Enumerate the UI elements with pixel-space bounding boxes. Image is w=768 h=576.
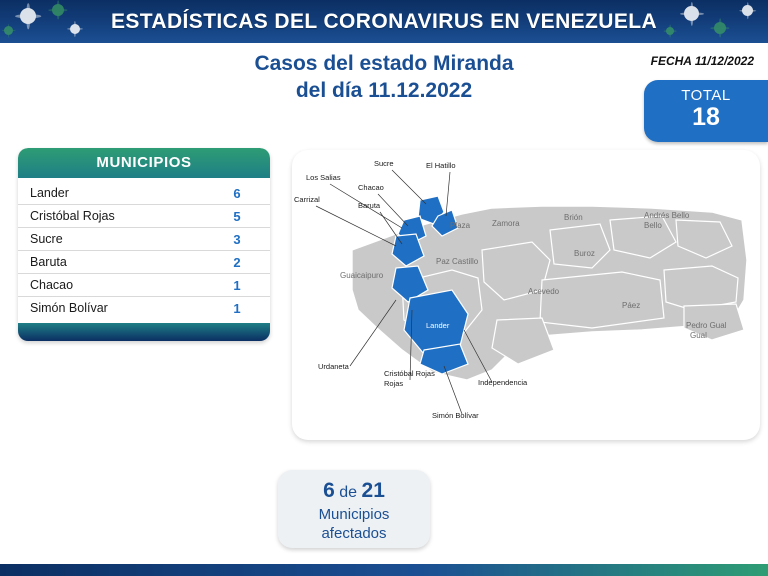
table-row xyxy=(18,205,270,228)
date-label: FECHA 11/12/2022 xyxy=(650,54,754,68)
municipio-name: Lander xyxy=(30,186,69,200)
municipio-name: Simón Bolívar xyxy=(30,301,108,315)
municipio-cases: 2 xyxy=(233,254,241,270)
municipio-cases: 1 xyxy=(233,300,241,316)
summary-caption xyxy=(278,505,430,543)
table-footer-bar xyxy=(18,323,270,341)
svg-text:Bello: Bello xyxy=(644,221,662,230)
map-label-simon-bolivar: Simón Bolívar xyxy=(432,411,479,420)
svg-text:Rojas: Rojas xyxy=(384,379,404,388)
map-label-paz-castillo: Paz Castillo xyxy=(436,257,479,266)
table-body xyxy=(18,178,270,323)
map-label-paez: Páez xyxy=(622,301,641,310)
footer-bar xyxy=(0,564,768,576)
municipio-name: Baruta xyxy=(30,255,67,269)
subtitle xyxy=(130,50,638,104)
table-row xyxy=(18,182,270,205)
map-label-los-salias: Los Salias xyxy=(306,173,341,182)
table-row xyxy=(18,251,270,274)
municipio-name: Sucre xyxy=(30,232,63,246)
municipios-table xyxy=(18,148,270,341)
page-title: ESTADÍSTICAS DEL CORONAVIRUS EN VENEZUELA xyxy=(110,10,658,33)
map-label-zamora: Zamora xyxy=(492,219,520,228)
map-label-acevedo: Acevedo xyxy=(528,287,560,296)
municipio-cases: 3 xyxy=(233,231,241,247)
header-bar xyxy=(0,0,768,43)
map-label-chacao: Chacao xyxy=(358,183,384,192)
total-badge xyxy=(644,80,768,142)
summary-caption-line2: afectados xyxy=(321,525,387,542)
municipio-name: Chacao xyxy=(30,278,74,292)
affected-summary xyxy=(278,470,430,548)
map-label-pedro-gual: Pedro Gual xyxy=(686,321,727,330)
municipio-name: Cristóbal Rojas xyxy=(30,209,115,223)
map-label-el-hatillo: El Hatillo xyxy=(426,161,456,170)
municipio-cases: 6 xyxy=(233,185,241,201)
map-label-carrizal: Carrizal xyxy=(294,195,320,204)
map-label-urdaneta: Urdaneta xyxy=(318,362,349,371)
svg-text:Gual: Gual xyxy=(690,331,707,340)
map-label-lander: Lander xyxy=(426,321,450,330)
map-label-cristobal-rojas-1: Cristóbal Rojas xyxy=(384,369,435,378)
table-row xyxy=(18,228,270,251)
summary-caption-line1: Municipios xyxy=(318,506,390,523)
total-label: TOTAL xyxy=(681,87,731,104)
map-label-sucre: Sucre xyxy=(374,159,394,168)
map-label-brion: Brión xyxy=(564,213,583,222)
map-label-baruta: Baruta xyxy=(358,201,381,210)
map-label-buroz: Buroz xyxy=(574,249,595,258)
municipio-cases: 5 xyxy=(233,208,241,224)
total-municipios: 21 xyxy=(361,479,385,502)
table-row xyxy=(18,274,270,297)
subtitle-line-1: Casos del estado Miranda xyxy=(254,52,514,75)
total-value: 18 xyxy=(692,103,720,131)
summary-counts xyxy=(278,479,430,503)
table-header: MUNICIPIOS xyxy=(18,148,270,178)
table-row xyxy=(18,297,270,319)
miranda-map-panel xyxy=(292,150,760,440)
map-label-guaicaipuro: Guaicaipuro xyxy=(340,271,384,280)
municipio-cases: 1 xyxy=(233,277,241,293)
map-label-plaza: Plaza xyxy=(450,221,471,230)
miranda-map xyxy=(292,150,760,440)
map-label-independencia: Independencia xyxy=(478,378,528,387)
summary-connector: de xyxy=(339,484,358,501)
affected-count: 6 xyxy=(323,479,335,502)
subtitle-line-2: del día 11.12.2022 xyxy=(295,79,473,102)
map-label-andres-bello: Andrés Bello xyxy=(644,211,690,220)
